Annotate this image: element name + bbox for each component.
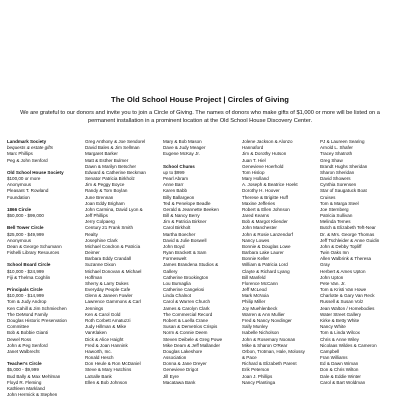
donor-name: Mark McNoia [242, 293, 269, 299]
donor-name: Mary Holland [242, 176, 269, 182]
donor-name: Gallery [163, 268, 178, 274]
donor-name: Gerald & Jeannette Beeken [163, 206, 219, 212]
donor-column-5 [320, 139, 379, 386]
donor-name: Joy Muehlenbeck [242, 305, 278, 311]
donor-name: Jennings [85, 305, 104, 311]
donor-name: up to $999 [163, 169, 185, 175]
donor-name: Committee [7, 324, 29, 330]
donor-name: Michael Donovan & Michael [85, 268, 142, 274]
donor-name: Dewel Ross [7, 336, 32, 342]
donor-name: John Upton [320, 274, 344, 280]
donor-name: Melinda Temes [320, 219, 351, 225]
donor-name: Fran Williams [320, 355, 348, 361]
donor-name: Philip Miller [242, 299, 266, 305]
circle-heading: Bell Tower Circle [7, 225, 44, 231]
donor-name: Association [163, 355, 187, 361]
donor-name: Tom & Linda Wilcox [320, 330, 360, 336]
donor-name: Chris & Anne Wiley [320, 336, 359, 342]
donor-name: Lou Bumaglia [163, 280, 191, 286]
donor-name: Billy Ballargeon [163, 194, 195, 200]
donor-column-4 [242, 139, 305, 386]
donor-name: Dr. & Mrs. George Thomas [320, 231, 375, 237]
donor-name: Florence McCann [242, 280, 278, 286]
donor-name: Star of Saugatuck Boat [320, 188, 367, 194]
donor-name: Sally Munley [242, 324, 268, 330]
donor-name: Kathleen Markland [7, 385, 45, 391]
donor-name: Robert & Luella Crane [163, 317, 208, 323]
donor-name: Tom & Kristi Van Howe [320, 287, 367, 293]
donor-name: Ted & Penelope Beadle [163, 200, 211, 206]
donor-name: Edward & Catherine Beckman [85, 169, 146, 175]
donor-name: John Hermick & Stephen [7, 392, 58, 398]
donor-name: Barbara Eddy Crandall [85, 256, 131, 262]
donor-name: Herbert & Ames Upton [320, 268, 366, 274]
donor-name: Fishelli Library Resources [7, 250, 60, 256]
donor-name: Douglas Historic Preservation [7, 317, 67, 323]
circle-heading: 1866 Circle [7, 206, 32, 212]
donor-name: Tom & Marga Steel [320, 200, 359, 206]
donor-name: Donna & Jane Dreyer [163, 361, 207, 367]
donor-name: Haworth, Inc. [85, 348, 112, 354]
donor-name: Nancy White [320, 324, 346, 330]
donor-name: Pearl Abram [163, 176, 189, 182]
donor-name: Macatawa Bank [163, 379, 196, 385]
donor-name: Douglas Lakeshore [163, 348, 203, 354]
donor-name: Ed & Dawn Wiman [320, 361, 359, 367]
donor-name: Hoffman [85, 274, 103, 280]
donor-name: Allen Walbrink & Theresa [320, 256, 372, 262]
donor-name: The Commercial Record [163, 311, 213, 317]
donor-name: Cynthia Sorensen [320, 182, 357, 188]
donor-name: Fred & Nancy Novdinger [242, 317, 292, 323]
donor-name: Bob & Margot Kliender [242, 219, 288, 225]
donor-name: Pleasant T. Rowland [7, 188, 49, 194]
donor-name: Joe Sternberg [320, 206, 349, 212]
donor-name: Peg & John Senford [7, 157, 48, 163]
donor-name: Dorothy H. Hoover [242, 188, 280, 194]
donor-name: Tracey Shatroth [320, 151, 353, 157]
donor-name: Greg Shaw [320, 157, 343, 163]
donor-name: Catherine Cangelosi [163, 287, 205, 293]
circle-heading: Old School House Society [7, 169, 64, 175]
donor-name: Jim & Dorothy Hutson [242, 151, 287, 157]
donor-name: Fred & Joan Hannink [85, 342, 128, 348]
donor-name: Anne Barr [163, 182, 184, 188]
donor-name: Ellen & Bob Johnson [85, 379, 128, 385]
donor-name: Jeff Phillips [85, 213, 108, 219]
donor-name: Marc Phillips [7, 151, 33, 157]
donor-name: Anonymous [7, 182, 32, 188]
donor-name: John Carmina, David Lyon & [85, 206, 143, 212]
donor-name: Mike Deam & Jeff Mallander [163, 342, 221, 348]
donor-name: Glenn & Janeen Fowler [85, 293, 133, 299]
donor-name: John & Peg Senford [7, 342, 48, 348]
donor-name: James & Carolyn Clark [163, 305, 210, 311]
circle-heading: Landmark Society [7, 139, 47, 144]
donor-name: Mary & Bob Mason [163, 139, 202, 144]
donor-name: Tom Hislop [242, 169, 265, 175]
donor-name: Bonnie Keller [242, 256, 270, 262]
donor-name: Jolene Jackson & Alonzo [242, 139, 293, 144]
donor-columns [7, 139, 397, 400]
donor-name: Randy & Tom Boylan [85, 188, 128, 194]
donor-name: Mike & Sharon O'Rear [242, 342, 288, 348]
donor-name: John Boyd [163, 243, 185, 249]
donor-name: Floyd R. Fleming [7, 379, 42, 385]
donor-name: & Pace [242, 355, 257, 361]
donor-name: June Brennan [85, 194, 114, 200]
donor-name: A. Joseph & Beatrice Hoekt [242, 182, 298, 188]
donor-name: Catherine Brookington [163, 274, 209, 280]
donor-name: Erik Peterson [242, 367, 270, 373]
donor-name: Orbon, Trotman, Hale, Molossy [242, 348, 305, 354]
donor-name: Fiji & Thelma Coghlin [7, 274, 51, 280]
donor-name: Anonymous [7, 237, 32, 243]
donor-name: Realty [85, 231, 98, 237]
donor-name: Nancy Plantinga [242, 379, 276, 385]
donor-name: Karen Babb [163, 188, 188, 194]
donor-name: Steven Deibele & Greg Powe [163, 336, 223, 342]
donor-name: Kirke & Betty White [320, 317, 360, 323]
donor-name: Jim & Patricia Birkner [163, 219, 207, 225]
donor-name: Cruises [320, 194, 336, 200]
donor-name: Water Street Gallery [320, 311, 362, 317]
donor-name: VanKlaken [85, 330, 107, 336]
donor-name: Bud Bally & Max Mehlman [7, 373, 61, 379]
donor-name: Josephine Clark [85, 237, 118, 243]
donor-name: David & Julie Boswell [163, 237, 207, 243]
donor-name: Ken Cahill & Jim Schmiechen [7, 305, 67, 311]
donor-name: Dean & George Schumann [7, 243, 62, 249]
donor-name: Susan & Demetrios Crispis [163, 324, 218, 330]
donor-name: Eugene McKay Jr. [163, 151, 200, 157]
donor-name: Nicolaas Wildes & Cameron [320, 342, 377, 348]
donor-name: Hannaford [242, 145, 264, 151]
donor-name: $5,000 - $9,999 [7, 367, 39, 373]
donor-name: John & Debby Topliff [320, 243, 362, 249]
donor-name: Isabelle Nicholson [242, 330, 279, 336]
donor-name: John Manchester [242, 225, 277, 231]
donor-name: Foundation [7, 194, 30, 200]
donor-name: Barbara Lake Laurer [242, 250, 284, 256]
donor-column-2 [85, 139, 146, 386]
donor-name: Margaret Barker [85, 151, 118, 157]
donor-name: Dale & Eddie Winter [320, 373, 361, 379]
donor-name: $100,00 or more [7, 176, 41, 182]
donor-name: Dawn & Marilyn Betscher [85, 163, 137, 169]
donor-name: Carol & Bart Woldman [320, 379, 366, 385]
donor-name: James Brandena Studios & [163, 262, 219, 268]
donor-name: Charlotte & Gary Van Reck [320, 293, 375, 299]
donor-name: Ronald Hesch [85, 355, 114, 361]
donor-name: John & Rosie Lanzendorf [242, 231, 294, 237]
donor-name: Jared Kearns [242, 213, 270, 219]
donor-name: $50,000 - $99,000 [7, 213, 44, 219]
donor-name: $10,000 - $14,999 [7, 293, 44, 299]
donor-name: Dick & Alice Haight [85, 336, 124, 342]
donor-name: Maxine Jefferies [242, 200, 276, 206]
donor-name: Jerry Colpaerg [85, 219, 115, 225]
donor-name: Steve & Mary Hutchins [85, 367, 132, 373]
donor-name: $25,000 - $49,999 [7, 231, 44, 237]
donor-name: Michael Condron & Patricia [85, 243, 141, 249]
donor-name: Brandt Hughs Sheridan [320, 163, 368, 169]
donor-name: Roth Corbett Amatuzzi [85, 317, 131, 323]
donor-name: Bob & Bobbie Gianti [7, 330, 48, 336]
donor-name: Lawrence Gammons & Carl [85, 299, 141, 305]
donor-name: Tom & Judy Androp [7, 299, 47, 305]
donor-name: Russell & Susan Volz [320, 299, 364, 305]
donor-name: Butch & Elizabeth Teft-Near [320, 225, 376, 231]
circle-heading: School Board Circle [7, 262, 51, 268]
donor-name: Don Heule & Ron McDaniel [85, 361, 141, 367]
donor-name: Therese & Brigitte Huff [242, 194, 288, 200]
donor-name: LaSalle Bank [85, 373, 112, 379]
donor-name: Jill Eyre [163, 373, 179, 379]
donor-name: PJ & Laureen Searing [320, 139, 365, 144]
intro-paragraph: We are grateful to our donors and invite you to join a Circle of Giving. The names of donors who make gifts of $1,000 or more will be listed on a permanent installation in a prominent location at the Old School House Discovery Center. [20, 110, 380, 124]
donor-name: Linda Chalnot [163, 293, 192, 299]
donor-name: Campbell [320, 348, 340, 354]
donor-name: Don & Chris Wilton [320, 367, 359, 373]
donor-column-1 [7, 139, 67, 398]
donor-name: Arnold L. Shafer [320, 145, 353, 151]
donor-name: William & Patricia Lord [242, 262, 288, 268]
donor-name: Genevieve Hoerhold [242, 163, 284, 169]
donor-name: Sherry & Larry Dukes [85, 280, 129, 286]
donor-name: John & Rosemary Noonan [242, 336, 296, 342]
donor-name: David Bales & Jim Sellman [85, 145, 140, 151]
donor-name: Bill Manfeld [242, 274, 266, 280]
donor-name: Greg Anthony & Joe Sendorel [85, 139, 146, 144]
donor-name: Carol & Warren Church [163, 299, 211, 305]
donor-name: Janet Walbrecht [7, 348, 40, 354]
donor-name: Sharon Sheridan [320, 169, 355, 175]
donor-name: Senator Patricia Birkholz [85, 176, 135, 182]
donor-name: Everyday People Cafe [85, 287, 131, 293]
donor-name: Juan T. Hiel [242, 157, 266, 163]
donor-name: Norm & Connie Deem [163, 330, 208, 336]
donor-name: Suzanne Dixon [85, 262, 116, 268]
donor-name: Century 21 Frank Smith [85, 225, 134, 231]
donor-name: $10,000 - $24,999 [7, 268, 44, 274]
donor-name: Robert & Ellen Johnson [242, 206, 290, 212]
donor-name: Joan J. Phillips [242, 373, 273, 379]
donor-name: Genevieve Drigot [163, 367, 199, 373]
donor-name: Martha Boecher [163, 231, 196, 237]
donor-name: Matt & Esther Bulmer [85, 157, 129, 163]
donor-name: Pete Van. Jr. [320, 280, 346, 286]
donor-name: Warren & Ann Mullier [242, 311, 285, 317]
donor-name: Ken & Carol Gold [85, 311, 121, 317]
donor-name: Formeswelt [163, 256, 187, 262]
donor-name: Judy Hillman & Mike [85, 324, 127, 330]
donor-name: Jeff Tschleider & Anne Guidin [320, 237, 380, 243]
donor-name: Jeff McLeod [242, 287, 267, 293]
circle-subheading: bequests & estate gifts [7, 145, 54, 151]
donor-name: Twin Oaks Inn [320, 250, 349, 256]
donor-name: David Showers [320, 176, 351, 182]
donor-name: Carol Birkholt [163, 225, 191, 231]
donor-name: Jim & Peggy Boyce [85, 182, 125, 188]
donor-name: Bonnie & Douglas Lowe [242, 243, 291, 249]
donor-column-3 [163, 139, 222, 386]
donor-name: Gray [320, 262, 330, 268]
donor-name: Clayte & Richard Lyang [242, 268, 290, 274]
donor-name: Patricia Sullivan [320, 213, 353, 219]
donor-name: Bill & Nancy Berry [163, 213, 200, 219]
circle-heading: Teacher's Circle [7, 361, 42, 367]
donor-name: Jean Walton / Homebodies [320, 305, 375, 311]
donor-name: The DeMond Family [7, 311, 48, 317]
donor-name: Joan Eddy Brigham [85, 200, 125, 206]
circle-heading: Principals Circle [7, 287, 43, 293]
circle-heading: School Chums [163, 163, 195, 169]
donor-name: Nancy Lowes [242, 237, 270, 243]
page-title: The Old School House Project | Circles of Giving [111, 95, 289, 104]
donor-name: Dave & Judy Meager [163, 145, 206, 151]
donor-name: Richard & Elizabeth Parent [242, 361, 297, 367]
donor-name: Deimer [85, 250, 100, 256]
donor-name: Ryan Brackett & Sam [163, 250, 207, 256]
